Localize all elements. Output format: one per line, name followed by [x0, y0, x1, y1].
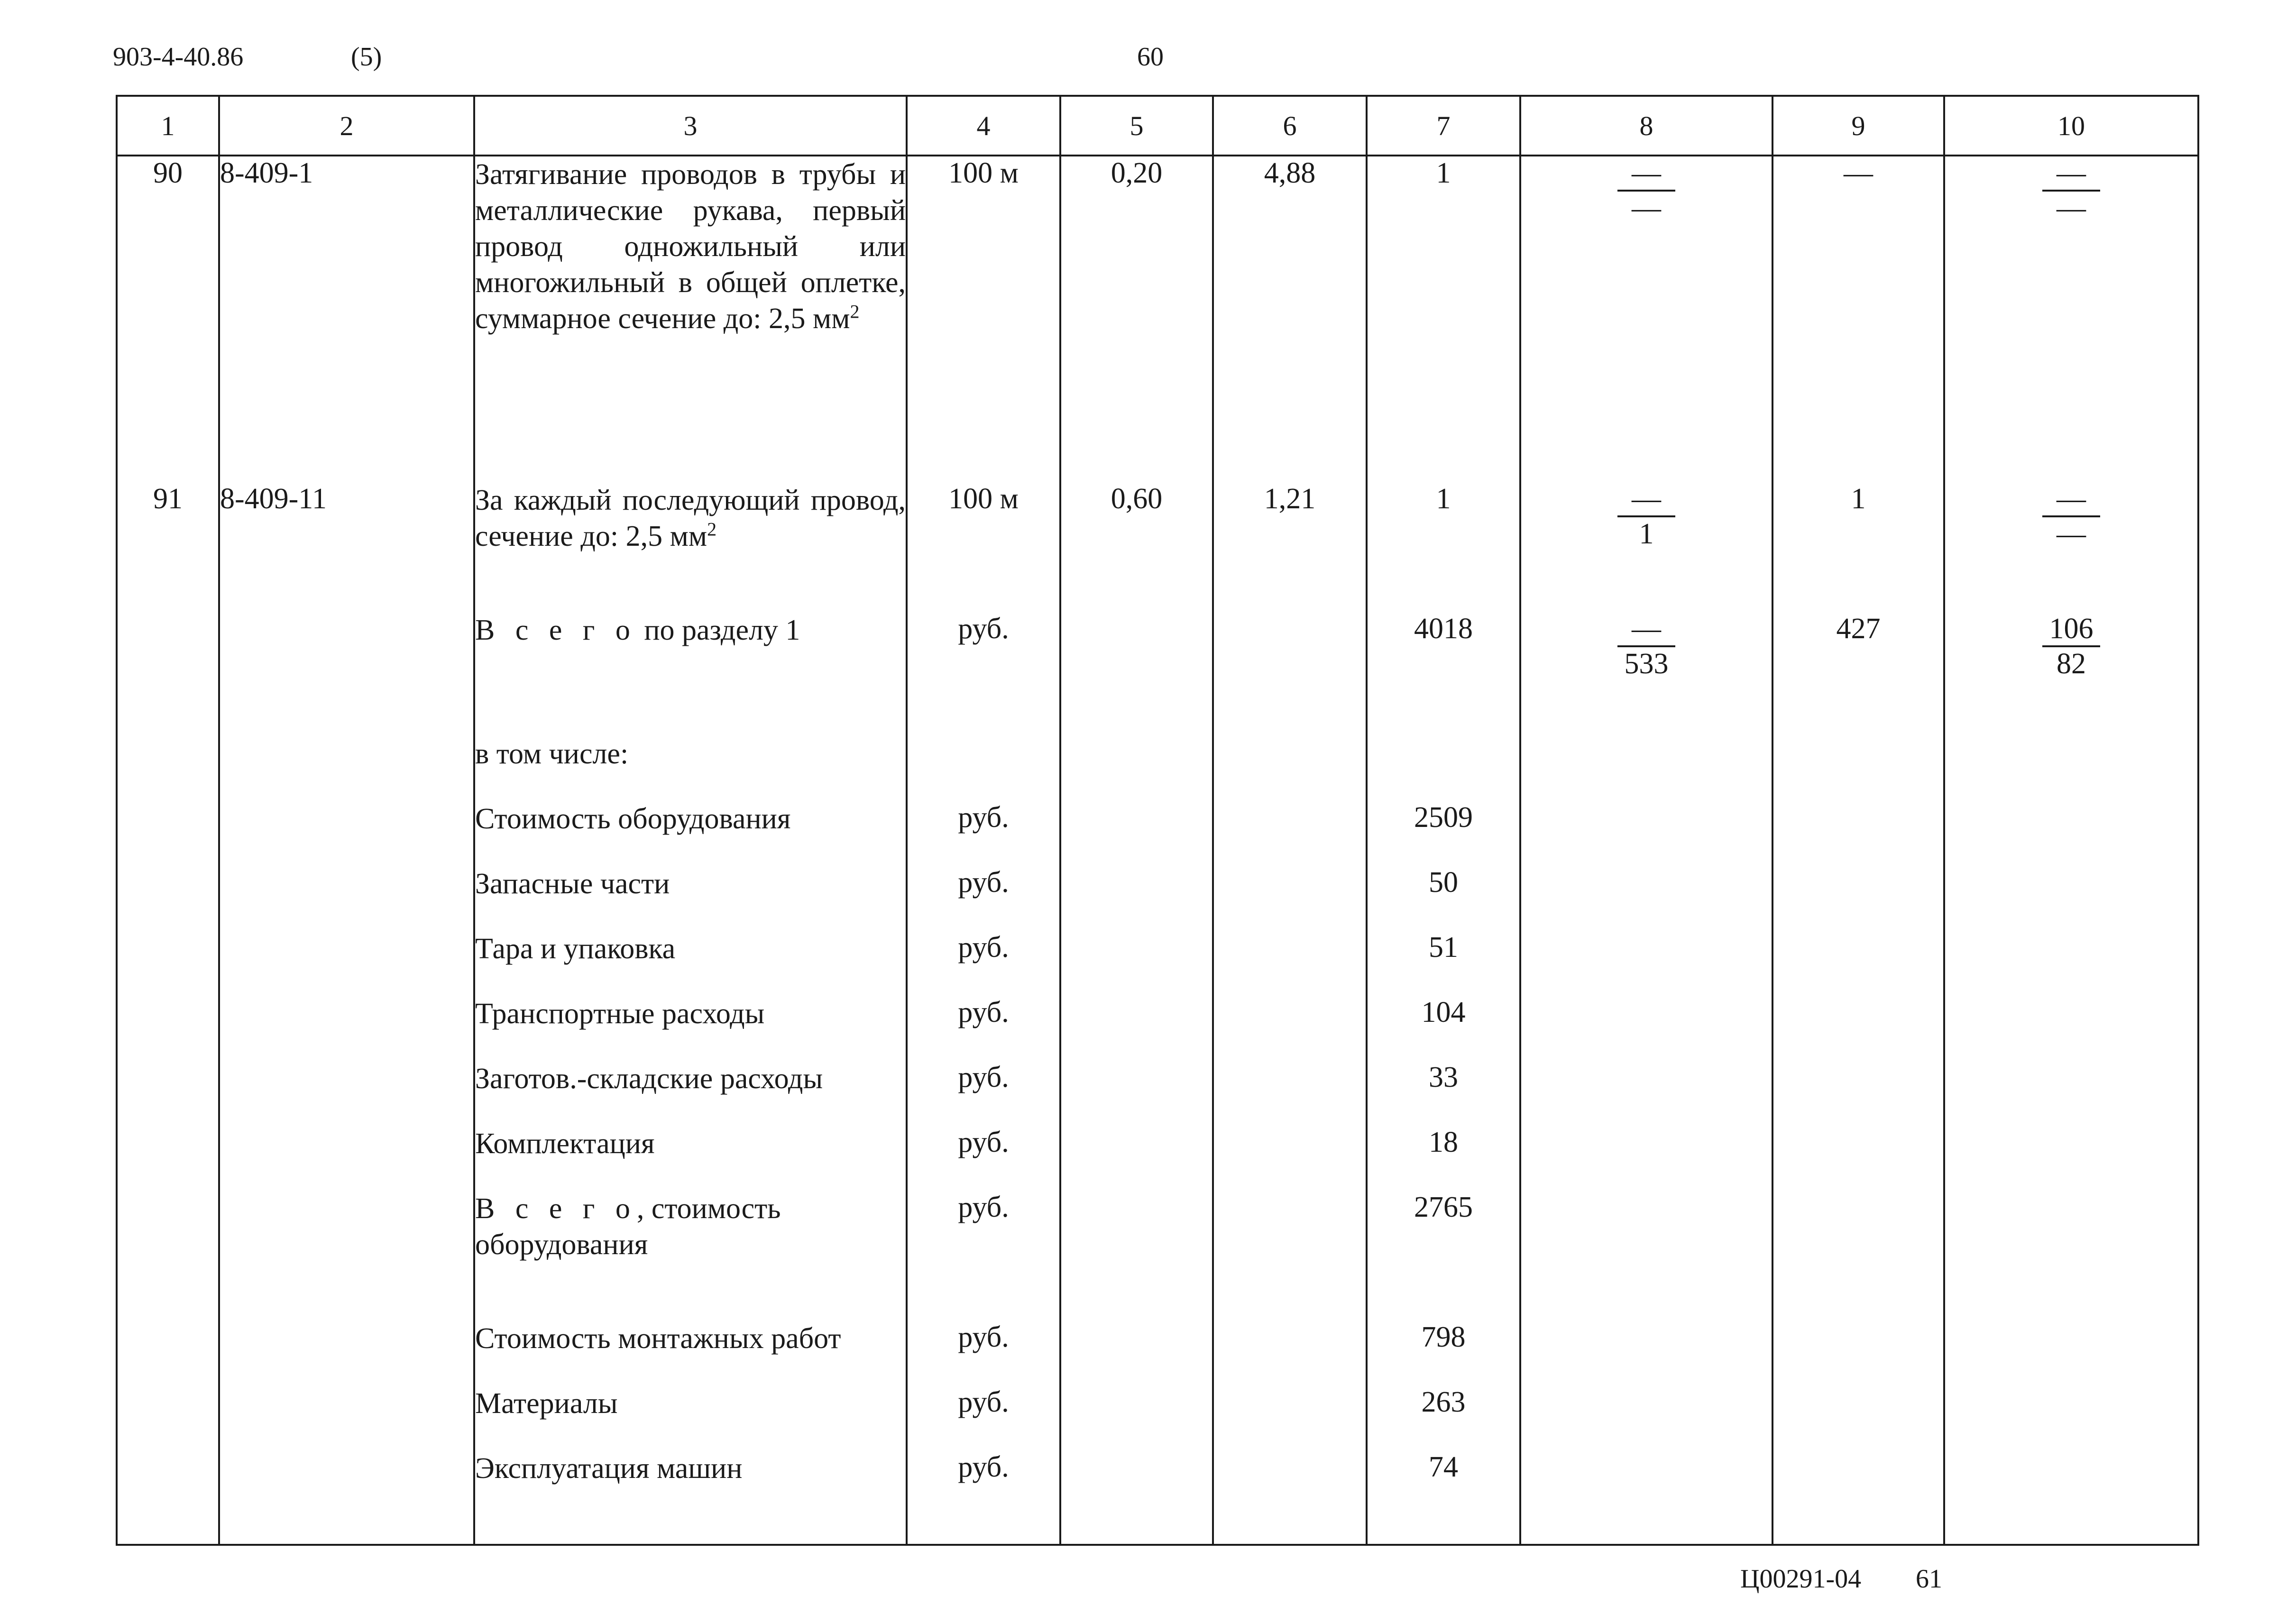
- column-header: 2: [219, 96, 474, 156]
- document-section: (5): [351, 42, 382, 72]
- summary-label: Стоимость оборудования: [474, 801, 907, 866]
- cell-col6: 1,21: [1213, 482, 1367, 612]
- summary-label: Комплектация: [474, 1126, 907, 1191]
- cell-col8: [1520, 612, 1773, 736]
- document-code: 903-4-40.86: [113, 42, 244, 72]
- page-number-top: 60: [1137, 42, 1164, 72]
- summary-row: [117, 1061, 2198, 1126]
- summary-value: 33: [1367, 1061, 1520, 1126]
- fraction-numerator: —: [1617, 612, 1675, 647]
- total-word: В с е г о: [475, 614, 637, 646]
- cell-col8: [1520, 156, 1773, 482]
- unit: руб.: [907, 801, 1060, 866]
- footer-page-number: 61: [1916, 1564, 1942, 1594]
- fraction: [1617, 156, 1675, 225]
- summary-value: 51: [1367, 931, 1520, 996]
- table-row: [117, 482, 2198, 612]
- summary-value: 798: [1367, 1321, 1520, 1385]
- summary-row: [117, 931, 2198, 996]
- summary-label: Заготов.-складские расходы: [474, 1061, 907, 1126]
- unit: руб.: [907, 996, 1060, 1061]
- fraction-denominator: —: [2057, 192, 2086, 224]
- footer-code: Ц00291-04: [1740, 1564, 1862, 1594]
- description-text: За каждый последующий провод, сечение до: 2,5 мм: [475, 484, 906, 552]
- cell-col10: [1944, 612, 2198, 736]
- summary-label: Материалы: [474, 1385, 907, 1450]
- work-description: [474, 482, 907, 612]
- fraction-numerator: —: [2042, 156, 2100, 192]
- cell-col10: [1944, 482, 2198, 612]
- fraction: [2042, 612, 2100, 680]
- cell-col9: —: [1773, 156, 1944, 482]
- fraction: [1617, 482, 1675, 551]
- unit: руб.: [907, 1061, 1060, 1126]
- summary-label: Транспортные расходы: [474, 996, 907, 1061]
- total-rest: по разделу 1: [644, 614, 800, 646]
- cell-col9: 427: [1773, 612, 1944, 736]
- superscript: 2: [707, 518, 717, 540]
- summary-value: 2509: [1367, 801, 1520, 866]
- summary-value: 104: [1367, 996, 1520, 1061]
- summary-label: Эксплуатация машин: [474, 1450, 907, 1515]
- column-header: 9: [1773, 96, 1944, 156]
- summary-label: Стоимость монтажных работ: [474, 1321, 907, 1385]
- row-number: 91: [117, 482, 219, 612]
- cell-col7: 1: [1367, 156, 1520, 482]
- fraction-numerator: 106: [2042, 612, 2100, 647]
- cell-col9: 1: [1773, 482, 1944, 612]
- unit: руб.: [907, 612, 1060, 736]
- work-description: [474, 156, 907, 482]
- including-row: [117, 736, 2198, 801]
- total-rest: , стоимость оборудования: [475, 1192, 781, 1261]
- price-code: 8-409-1: [219, 156, 474, 482]
- unit: руб.: [907, 1321, 1060, 1385]
- including-label: в том числе:: [474, 736, 907, 801]
- fraction-denominator: 1: [1639, 517, 1654, 550]
- fraction: [1617, 612, 1675, 680]
- column-header: 8: [1520, 96, 1773, 156]
- summary-row: [117, 1385, 2198, 1450]
- column-number-row: [117, 96, 2198, 156]
- fraction-denominator: —: [2057, 517, 2086, 550]
- total-word: В с е г о: [475, 1192, 637, 1225]
- summary-value: 263: [1367, 1385, 1520, 1450]
- unit: руб.: [907, 1191, 1060, 1321]
- row-number: 90: [117, 156, 219, 482]
- section-total-row: [117, 612, 2198, 736]
- fraction-denominator: —: [1632, 192, 1661, 224]
- summary-row: [117, 1321, 2198, 1385]
- summary-row: [117, 996, 2198, 1061]
- cell-col7: 1: [1367, 482, 1520, 612]
- summary-row: [117, 801, 2198, 866]
- summary-label: Запасные части: [474, 866, 907, 931]
- table-row: [117, 156, 2198, 482]
- column-header: 7: [1367, 96, 1520, 156]
- column-header: 5: [1060, 96, 1213, 156]
- fraction-numerator: —: [1617, 156, 1675, 192]
- fraction: [2042, 156, 2100, 225]
- equipment-total-label: [474, 1191, 907, 1321]
- column-header: 3: [474, 96, 907, 156]
- cell-col5: 0,20: [1060, 156, 1213, 482]
- unit: руб.: [907, 1385, 1060, 1450]
- summary-row: [117, 1450, 2198, 1515]
- section-total-label: [474, 612, 907, 736]
- summary-value: 18: [1367, 1126, 1520, 1191]
- column-header: 10: [1944, 96, 2198, 156]
- cell-col10: [1944, 156, 2198, 482]
- cell-col7: 4018: [1367, 612, 1520, 736]
- unit: 100 м: [907, 482, 1060, 612]
- unit: руб.: [907, 1450, 1060, 1515]
- fraction-denominator: 82: [2057, 647, 2086, 680]
- summary-value: 2765: [1367, 1191, 1520, 1321]
- unit: руб.: [907, 1126, 1060, 1191]
- cell-col8: [1520, 482, 1773, 612]
- summary-value: 50: [1367, 866, 1520, 931]
- column-header: 1: [117, 96, 219, 156]
- fraction: [2042, 482, 2100, 551]
- superscript: 2: [850, 301, 860, 322]
- summary-row: [117, 866, 2198, 931]
- summary-value: 74: [1367, 1450, 1520, 1515]
- filler-row: [117, 1515, 2198, 1545]
- summary-row: [117, 1126, 2198, 1191]
- unit: руб.: [907, 866, 1060, 931]
- fraction-numerator: —: [2042, 482, 2100, 517]
- column-header: 4: [907, 96, 1060, 156]
- unit: руб.: [907, 931, 1060, 996]
- equipment-total-row: [117, 1191, 2198, 1321]
- cell-col5: 0,60: [1060, 482, 1213, 612]
- summary-label: Тара и упаковка: [474, 931, 907, 996]
- column-header: 6: [1213, 96, 1367, 156]
- price-code: 8-409-11: [219, 482, 474, 612]
- description-text: Затягивание проводов в трубы и металлические рукава, первый провод одножильный или многожильный в общей оплетке, суммарное сечение до: 2,5 мм: [475, 158, 906, 335]
- cell-col6: 4,88: [1213, 156, 1367, 482]
- fraction-numerator: —: [1617, 482, 1675, 517]
- unit: 100 м: [907, 156, 1060, 482]
- estimate-table: [116, 95, 2199, 1546]
- fraction-denominator: 533: [1624, 647, 1669, 680]
